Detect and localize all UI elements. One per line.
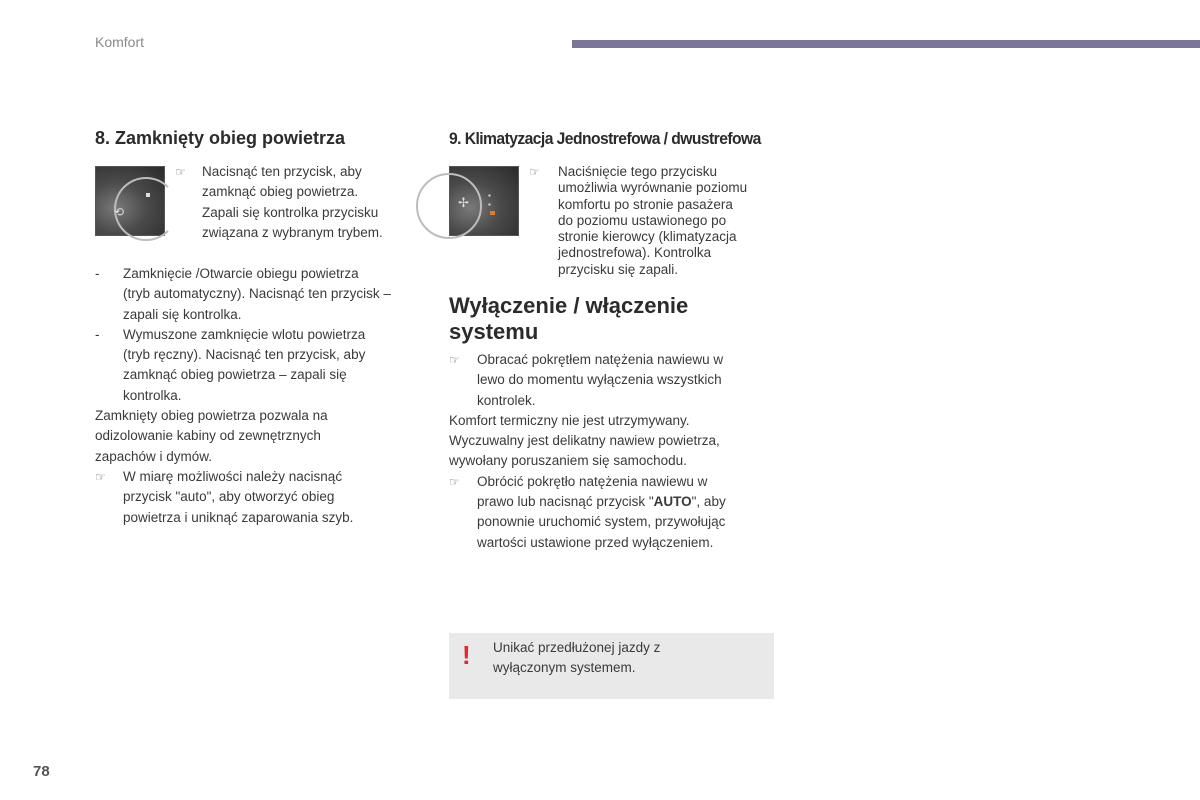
text-line [477,492,779,512]
fan-icon: ✢ [458,195,469,210]
auto-button-label: AUTO [653,494,692,510]
text-line: Obracać pokrętłem natężenia nawiewu w [477,352,724,367]
text-line: kontrolek. [477,392,536,408]
text-line: wyłączonym systemem. [493,660,636,676]
text-line: Nacisnąć ten przycisk, aby [202,164,362,179]
text-line: Zamknięcie /Otwarcie obiegu powietrza [123,266,359,281]
pointing-hand-icon: ☞ [175,165,186,179]
text-line: jednostrefowa). Kontrolka [558,245,712,261]
text-line: umożliwia wyrównanie poziomu [558,180,748,196]
exclamation-icon: ! [462,640,471,670]
text-line: związana z wybranym trybem. [202,224,383,240]
title-line: Wyłączenie / włączenie [449,293,689,318]
text-line: przycisku się zapali. [558,261,679,277]
pointing-hand-icon: ☞ [529,165,540,179]
title-line: systemu [449,319,539,344]
text-line: Naciśnięcie tego przycisku [558,164,718,179]
tip-item [95,467,425,528]
warning-text [493,638,763,679]
text-line: (tryb ręczny). Nacisnąć ten przycisk, aby [123,347,366,363]
text-line: Unikać przedłużonej jazdy z [493,640,661,655]
text-line: zapali się kontrolka. [123,306,242,322]
list-item [95,264,425,325]
header-accent-bar [572,40,1200,48]
text-line: lewo do momentu wyłączenia wszystkich [477,372,722,388]
text-line: komfortu po stronie pasażera [558,196,733,212]
text-line: zamknąć obieg powietrza. [202,184,359,200]
text-line: odizolowanie kabiny od zewnętrznych [95,428,321,444]
indicator-led-icon [490,211,495,215]
text-line: W miarę możliwości należy nacisnąć [123,468,343,484]
text-line: (tryb automatyczny). Nacisnąć ten przycisk – [123,286,391,302]
section-title-on-off [449,293,769,345]
heading-recirculation: 8. Zamknięty obieg powietrza [95,128,346,148]
text-span: ", aby [691,494,726,510]
text-line: Zamknięty obieg powietrza pozwala na [95,408,328,424]
pointing-hand-icon: ☞ [449,353,460,367]
text-line: stronie kierowcy (klimatyzacja [558,229,737,245]
tip-item [449,350,779,411]
paragraph [449,411,779,472]
text-line: zamknąć obieg powietrza – zapali się [123,367,347,383]
text-span: prawo lub nacisnąć przycisk " [477,494,654,510]
text-line: Wymuszone zamknięcie wlotu powietrza [123,326,366,342]
heading-ac-zones: 9. Klimatyzacja Jednostrefowa / dwustrefowa [449,129,761,148]
pointing-hand-icon: ☞ [95,469,106,484]
mono-button-icon: ▪ ▪ [488,191,491,209]
section-label: Komfort [95,34,145,50]
tip-item [449,472,779,553]
mono-dual-button-photo [449,166,519,236]
text-line: kontrolka. [123,387,182,403]
text-line: Obrócić pokrętło natężenia nawiewu w [477,473,708,489]
recirculation-icon: ⟲ [114,205,125,219]
text-line: przycisk "auto", aby otworzyć obieg [123,489,335,505]
text-line: Wyczuwalny jest delikatny nawiew powietrza, [449,433,720,449]
text-line: wywołany poruszaniem się samochodu. [449,453,687,469]
recirculation-intro [175,162,425,243]
text-line: Komfort termiczny nie jest utrzymywany. [449,412,690,428]
dash-bullet: - [95,266,100,281]
pointing-hand-icon: ☞ [449,474,460,489]
list-item [95,325,425,406]
on-off-body [449,350,779,553]
paragraph [95,406,425,467]
text-line: zapachów i dymów. [95,448,213,464]
text-line: powietrza i uniknąć zaparowania szyb. [123,509,354,525]
page-number: 78 [33,763,50,780]
text-line: ponownie uruchomić system, przywołując [477,514,726,530]
indicator-led-icon [146,193,150,197]
dash-bullet: - [95,326,100,342]
ac-zones-intro [529,164,779,278]
text-line: Zapali się kontrolka przycisku [202,204,379,220]
text-line: do poziomu ustawionego po [558,212,727,228]
text-line: wartości ustawione przed wyłączeniem. [477,534,714,550]
recirculation-button-photo [95,166,165,236]
recirculation-body [95,264,425,528]
